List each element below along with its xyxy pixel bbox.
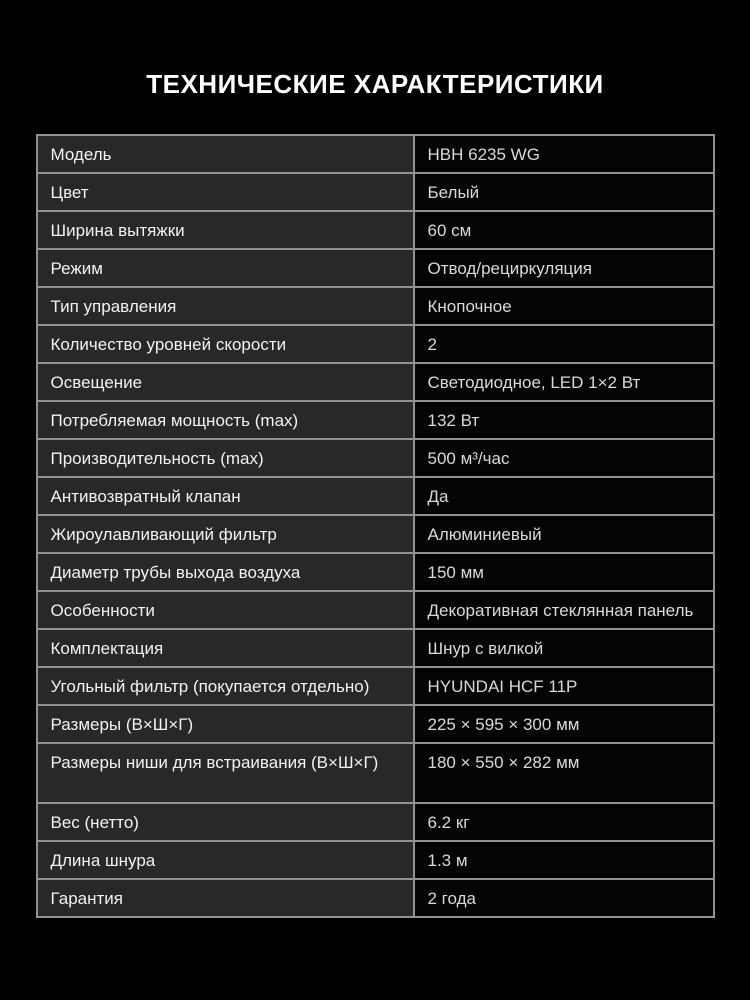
table-row xyxy=(37,325,714,363)
spec-value: HBH 6235 WG xyxy=(414,135,714,173)
spec-value: 2 xyxy=(414,325,714,363)
spec-value: 132 Вт xyxy=(414,401,714,439)
table-row xyxy=(37,743,714,803)
table-row xyxy=(37,363,714,401)
spec-value: 150 мм xyxy=(414,553,714,591)
spec-value: 500 м³/час xyxy=(414,439,714,477)
spec-label: Режим xyxy=(37,249,414,287)
spec-value: 6.2 кг xyxy=(414,803,714,841)
spec-label: Ширина вытяжки xyxy=(37,211,414,249)
table-row xyxy=(37,705,714,743)
table-row xyxy=(37,135,714,173)
spec-label: Комплектация xyxy=(37,629,414,667)
table-row xyxy=(37,629,714,667)
spec-label: Освещение xyxy=(37,363,414,401)
spec-label: Цвет xyxy=(37,173,414,211)
table-row xyxy=(37,667,714,705)
spec-value: HYUNDAI HCF 11P xyxy=(414,667,714,705)
spec-value: Белый xyxy=(414,173,714,211)
specs-table-body xyxy=(37,135,714,917)
spec-value: Шнур с вилкой xyxy=(414,629,714,667)
spec-value: 1.3 м xyxy=(414,841,714,879)
spec-value: Кнопочное xyxy=(414,287,714,325)
table-row xyxy=(37,173,714,211)
spec-label: Длина шнура xyxy=(37,841,414,879)
table-row xyxy=(37,211,714,249)
spec-label: Потребляемая мощность (max) xyxy=(37,401,414,439)
table-row xyxy=(37,401,714,439)
spec-value: 60 см xyxy=(414,211,714,249)
spec-value: 225 × 595 × 300 мм xyxy=(414,705,714,743)
spec-label: Особенности xyxy=(37,591,414,629)
spec-label: Тип управления xyxy=(37,287,414,325)
spec-label: Модель xyxy=(37,135,414,173)
table-row xyxy=(37,249,714,287)
spec-value: Декоративная стеклянная панель xyxy=(414,591,714,629)
spec-label: Угольный фильтр (покупается отдельно) xyxy=(37,667,414,705)
spec-label: Вес (нетто) xyxy=(37,803,414,841)
table-row xyxy=(37,553,714,591)
table-row xyxy=(37,515,714,553)
spec-value: Да xyxy=(414,477,714,515)
spec-value: Алюминиевый xyxy=(414,515,714,553)
table-row xyxy=(37,439,714,477)
spec-value: 2 года xyxy=(414,879,714,917)
spec-label: Жироулавливающий фильтр xyxy=(37,515,414,553)
specs-table xyxy=(36,134,715,918)
spec-label: Производительность (max) xyxy=(37,439,414,477)
spec-value: Светодиодное, LED 1×2 Вт xyxy=(414,363,714,401)
table-row xyxy=(37,477,714,515)
spec-label: Гарантия xyxy=(37,879,414,917)
spec-label: Количество уровней скорости xyxy=(37,325,414,363)
table-row xyxy=(37,841,714,879)
spec-label: Размеры ниши для встраивания (В×Ш×Г) xyxy=(37,743,414,803)
table-row xyxy=(37,287,714,325)
spec-label: Антивозвратный клапан xyxy=(37,477,414,515)
spec-label: Размеры (В×Ш×Г) xyxy=(37,705,414,743)
page-title: ТЕХНИЧЕСКИЕ ХАРАКТЕРИСТИКИ xyxy=(146,69,604,99)
spec-value: Отвод/рециркуляция xyxy=(414,249,714,287)
table-row xyxy=(37,591,714,629)
spec-label: Диаметр трубы выхода воздуха xyxy=(37,553,414,591)
table-row xyxy=(37,879,714,917)
table-row xyxy=(37,803,714,841)
spec-value: 180 × 550 × 282 мм xyxy=(414,743,714,803)
